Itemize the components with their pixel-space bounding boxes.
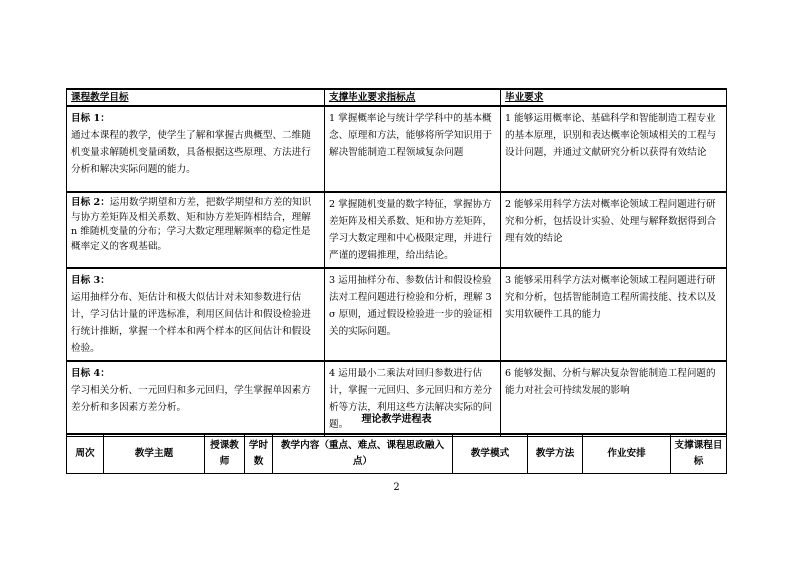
indicator-cell: 2 掌握随机变量的数字特征，掌握协方差矩阵及相关系数、矩和协方差矩阵，学习大数定理和中心极限定理，并进行严谨的逻辑推理，给出结论。	[325, 192, 501, 268]
header-course-objectives: 课程教学目标	[67, 89, 325, 106]
goal-title: 目标 2：	[71, 197, 110, 208]
objective-row-3	[67, 268, 727, 361]
goal-text: 运用数学期望和方差，把数学期望和方差的知识与协方差矩阵及相关系数、矩和协方差矩阵相结合，理解 n 维随机变量的分布；学习大数定理理解频率的稳定性是概率定义的客观基础。	[71, 197, 312, 252]
objectives-header-row	[67, 89, 727, 106]
objective-row-1	[67, 106, 727, 192]
objective-cell	[67, 268, 325, 361]
requirement-cell: 1 能够运用概率论、基础科学和智能制造工程专业的基本原理，识别和表达概率论领域相关的工程与设计问题，并通过文献研究分析以获得有效结论	[501, 106, 727, 192]
goal-title: 目标 1：	[71, 113, 110, 124]
requirement-cell: 6 能够发掘、分析与解决复杂智能制造工程问题的能力对社会可持续发展的影响	[501, 361, 727, 437]
header-graduation-requirements: 毕业要求	[501, 89, 727, 106]
header-week: 周次	[67, 434, 104, 474]
goal-title: 目标 3：	[71, 275, 110, 286]
header-content: 教学内容（重点、难点、课程思政融入点）	[273, 434, 453, 474]
indicator-cell: 1 掌握概率论与统计学学科中的基本概念、原理和方法，能够将所学知识用于解决智能制造工程领域复杂问题	[325, 106, 501, 192]
schedule-table	[66, 433, 727, 474]
header-teaching-method: 教学方法	[528, 434, 583, 474]
requirement-cell: 3 能够采用科学方法对概率论领域工程问题进行研究和分析，包括智能制造工程所需技能、技术以及实用软硬件工具的能力	[501, 268, 727, 361]
header-hours: 学时数	[245, 434, 273, 474]
schedule-title: 理论教学进程表	[361, 414, 432, 425]
objective-row-4	[67, 361, 727, 437]
requirement-cell: 2 能够采用科学方法对概率论领域工程问题进行研究和分析，包括设计实验、处理与解释数据得到合理有效的结论	[501, 192, 727, 268]
page-number: 2	[393, 482, 400, 493]
header-teacher: 授课教师	[205, 434, 245, 474]
header-topic: 教学主题	[104, 434, 205, 474]
header-teaching-mode: 教学模式	[453, 434, 528, 474]
objectives-table	[66, 88, 727, 437]
header-supported-objectives: 支撑课程目标	[671, 434, 727, 474]
objective-cell	[67, 106, 325, 192]
goal-title: 目标 4：	[71, 368, 110, 379]
indicator-cell: 4 运用最小二乘法对回归参数进行估计，掌握一元回归、多元回归和方差分析等方法，利用这些方法解决实际的问题。	[325, 361, 501, 437]
goal-text: 运用抽样分布、矩估计和极大似估计对未知参数进行估计，学习估计量的评选标准，利用区间估计和假设检验进行统计推断，掌握一个样本和两个样本的区间估计和假设检验。	[71, 292, 311, 354]
indicator-cell: 3 运用抽样分布、参数估计和假设检验法对工程问题进行检验和分析，理解 3σ 原则，通过假设检验进一步的验证相关的实际问题。	[325, 268, 501, 361]
header-homework: 作业安排	[583, 434, 671, 474]
goal-text: 通过本课程的教学，使学生了解和掌握古典概型、二维随机变量求解随机变量函数，具备根据这些原理、方法进行分析和解决实际问题的能力。	[71, 130, 311, 175]
schedule-header-row	[67, 434, 727, 474]
goal-text: 学习相关分析、一元回归和多元回归，学生掌握单因素方差分析和多因素方差分析。	[71, 385, 311, 413]
header-indicators: 支撑毕业要求指标点	[325, 89, 501, 106]
objective-cell	[67, 192, 325, 268]
objective-row-2	[67, 192, 727, 268]
objective-cell	[67, 361, 325, 437]
